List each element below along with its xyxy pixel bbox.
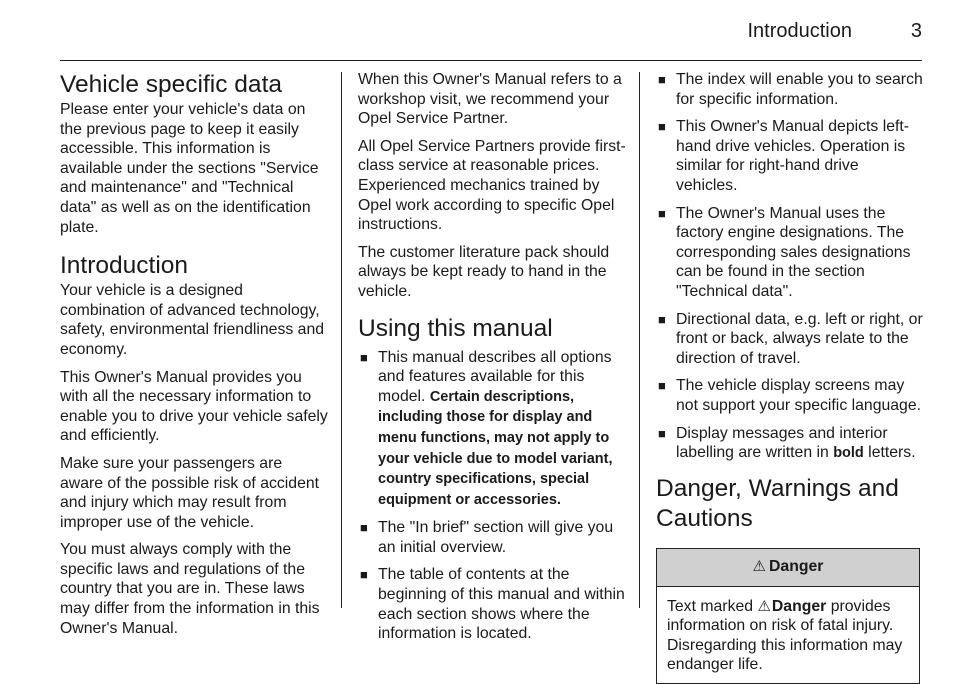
bullet-square-icon: ■ <box>360 567 368 583</box>
paragraph: Your vehicle is a designed combination of advanced technology, safety, environmental friendliness and economy. <box>60 282 325 358</box>
danger-box-header <box>657 549 919 587</box>
section-heading-introduction: Introduction <box>60 252 189 280</box>
list-item: ■ The index will enable you to search for specific information. <box>658 71 923 108</box>
bullet-list <box>358 348 626 644</box>
bullet-square-icon: ■ <box>658 205 666 221</box>
paragraph: The customer literature pack should always be kept ready to hand in the vehicle. <box>358 243 610 300</box>
list-item: ■ This manual describes all options and features available for this model. Certain descriptions, including those for display and menu functions, may not apply to your vehicle due to model variant, country specifications, special equipment or accessories. <box>360 348 613 508</box>
paragraph: You must always comply with the specific laws and regulations of the country that you are in. These laws may differ from the information in this Owner's Manual. <box>60 541 320 637</box>
list-item: ■ The "In brief" section will give you an initial overview. <box>360 519 614 556</box>
header-title: Introduction <box>747 20 852 42</box>
column-2 <box>358 70 626 652</box>
section-heading-vehicle-specific-data: Vehicle specific data <box>60 71 282 98</box>
danger-box-title: Danger <box>769 558 824 576</box>
column-divider <box>639 72 640 608</box>
warning-triangle-icon: ⚠ <box>757 597 771 615</box>
bullet-list <box>656 70 924 464</box>
bullet-square-icon: ■ <box>360 520 368 536</box>
section-heading-using-this-manual: Using this manual <box>358 314 553 342</box>
warning-triangle-icon: ⚠ <box>752 558 766 576</box>
paragraph: When this Owner's Manual refers to a workshop visit, we recommend your Opel Service Partner. <box>358 71 622 128</box>
bullet-square-icon: ■ <box>658 72 666 87</box>
section-heading-danger-warnings-cautions: Danger, Warnings and Cautions <box>656 474 899 532</box>
list-item: ■ The vehicle display screens may not support your specific language. <box>658 377 922 414</box>
header-rule <box>60 60 922 61</box>
column-3 <box>656 70 924 684</box>
list-item: ■ Directional data, e.g. left or right, or front or back, always relate to the direction of travel. <box>658 310 923 367</box>
paragraph: This Owner's Manual provides you with all the necessary information to enable you to drive your vehicle safely and efficiently. <box>60 368 328 445</box>
list-item: ■ Display messages and interior labelling are written in bold letters. <box>658 424 916 462</box>
bullet-square-icon: ■ <box>658 425 666 441</box>
column-1 <box>60 70 328 646</box>
bullet-square-icon: ■ <box>360 349 368 365</box>
bullet-square-icon: ■ <box>658 119 666 135</box>
page-header <box>0 0 960 62</box>
list-item: ■ This Owner's Manual depicts left-hand drive vehicles. Operation is similar for right-hand drive vehicles. <box>658 118 910 194</box>
list-item: ■ The Owner's Manual uses the factory engine designations. The corresponding sales designations can be found in the section "Technical data". <box>658 204 911 300</box>
paragraph: All Opel Service Partners provide first-class service at reasonable prices. Experienced mechanics trained by Opel work according to specific Opel instructions. <box>358 137 626 234</box>
page-number: 3 <box>910 20 922 42</box>
column-divider <box>341 72 342 608</box>
danger-box-body: Text marked ⚠Danger provides information on risk of fatal injury. Disregarding this information may endanger life. <box>667 597 903 674</box>
bullet-square-icon: ■ <box>658 378 666 394</box>
danger-box <box>656 548 920 684</box>
list-item: ■ The table of contents at the beginning of this manual and within each section shows where the information is located. <box>360 566 625 643</box>
bullet-square-icon: ■ <box>658 311 666 327</box>
paragraph: Please enter your vehicle's data on the previous page to keep it easily accessible. This information is available under the sections "Service and maintenance" and "Technical data" as well as on the identification plate. <box>60 101 319 236</box>
paragraph: Make sure your passengers are aware of the possible risk of accident and injury which may result from improper use of the vehicle. <box>60 454 320 531</box>
